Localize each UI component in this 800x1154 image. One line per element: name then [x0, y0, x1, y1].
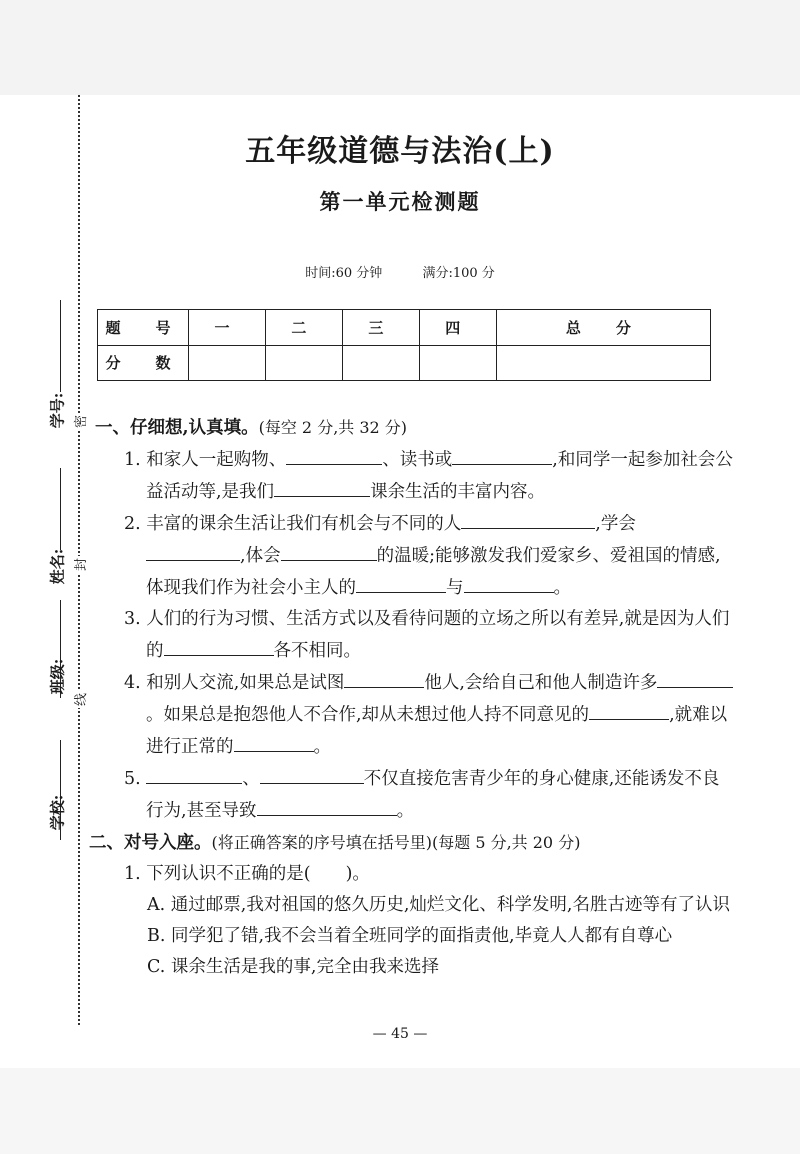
score-table-cell: 四 [419, 310, 496, 346]
text: 3. 人们的行为习惯、生活方式以及看待问题的立场之所以有差异,就是因为人们的 [124, 609, 730, 661]
text: 不仅直接危害青少年的身心健康,还能诱发不良行为,甚至导致 [146, 769, 720, 821]
answer-blank[interactable] [657, 667, 733, 688]
text: ,就难以进行正常的 [146, 705, 728, 757]
section-2-title: 二、对号入座。 [89, 833, 212, 853]
section-2-note: (将正确答案的序号填在括号里)(每题 5 分,共 20 分) [211, 833, 581, 852]
time-limit: 时间:60 分钟 [305, 266, 383, 281]
text: 5. [124, 769, 147, 789]
text: 。 [396, 801, 415, 821]
option-a: A. 通过邮票,我对祖国的悠久历史,灿烂文化、科学发明,名胜古迹等有了认识 [147, 895, 730, 915]
exam-content [89, 412, 735, 983]
answer-blank[interactable] [274, 476, 370, 497]
score-input-cell[interactable] [419, 345, 496, 381]
student-id-line [60, 300, 61, 392]
score-table-score-row [98, 345, 711, 381]
section-2-heading [89, 827, 735, 859]
answer-blank[interactable] [344, 667, 424, 688]
question-2-1: 1. 下列认识不正确的是( )。 [124, 864, 370, 884]
text: 。如果总是抱怨他人不合作,却从未想过他人持不同意见的 [146, 705, 590, 725]
question-1-3 [95, 604, 735, 667]
answer-blank[interactable] [461, 508, 595, 529]
score-table-cell: 分 数 [98, 345, 189, 381]
score-table-cell: 二 [265, 310, 342, 346]
seal-word-feng: 封 [70, 556, 89, 573]
school-label: 学校: [48, 794, 67, 831]
full-score: 满分:100 分 [422, 266, 495, 281]
page-number: — 45 — [372, 1026, 428, 1042]
text: 他人,会给自己和他人制造许多 [424, 673, 658, 693]
text: 2. 丰富的课余生活让我们有机会与不同的人 [124, 514, 462, 534]
score-table-header-row [98, 310, 711, 346]
question-1-5 [95, 763, 735, 827]
question-1-2 [95, 508, 735, 604]
answer-blank[interactable] [164, 635, 274, 656]
answer-blank[interactable] [356, 572, 446, 593]
exam-meta [0, 262, 800, 281]
answer-blank[interactable] [234, 731, 314, 752]
answer-blank[interactable] [260, 763, 364, 784]
score-table [97, 309, 711, 381]
answer-blank[interactable] [257, 795, 397, 816]
text: 、读书或 [382, 450, 453, 470]
top-margin-band [0, 0, 800, 95]
student-id-label: 学号: [48, 392, 67, 429]
section-1-title: 一、仔细想,认真填。 [95, 418, 259, 438]
seal-word-mi: 密 [70, 413, 89, 430]
text: 1. 和家人一起购物、 [124, 450, 287, 470]
score-table-cell: 题 号 [98, 310, 189, 346]
name-label: 姓名: [48, 548, 67, 585]
answer-blank[interactable] [464, 572, 554, 593]
answer-blank[interactable] [146, 763, 242, 784]
score-input-cell[interactable] [189, 345, 266, 381]
text: 的温暖;能够激发我们爱家乡、爱祖国的情感,体现我们作为社会小主人的 [146, 546, 721, 598]
section-1-note: (每空 2 分,共 32 分) [258, 418, 408, 437]
text: 。 [553, 578, 571, 598]
score-table-cell: 一 [189, 310, 266, 346]
question-1-4 [95, 667, 735, 763]
answer-blank[interactable] [146, 540, 240, 561]
answer-blank[interactable] [286, 444, 382, 465]
score-input-cell[interactable] [496, 345, 710, 381]
section-1-heading [95, 412, 735, 444]
answer-blank[interactable] [281, 540, 377, 561]
text: 与 [446, 578, 464, 598]
score-input-cell[interactable] [342, 345, 419, 381]
score-input-cell[interactable] [265, 345, 342, 381]
text: 、 [242, 769, 260, 789]
text: 4. 和别人交流,如果总是试图 [124, 673, 345, 693]
name-line [60, 468, 61, 550]
text: 。 [313, 737, 331, 757]
page-subtitle: 第一单元检测题 [319, 189, 481, 214]
question-1-1 [95, 444, 735, 508]
score-table-cell: 总 分 [496, 310, 710, 346]
bottom-margin-band [0, 1068, 800, 1154]
page-title: 五年级道德与法治(上) [245, 134, 555, 169]
option-b: B. 同学犯了错,我不会当着全班同学的面指责他,毕竟人人都有自尊心 [147, 926, 673, 946]
answer-blank[interactable] [589, 699, 669, 720]
text: 各不相同。 [273, 641, 361, 661]
seal-word-xian: 线 [70, 691, 89, 708]
score-table-cell: 三 [342, 310, 419, 346]
text: ,和同学一起参加社会公益活动等,是我们 [146, 450, 733, 502]
class-label: 班级: [48, 658, 67, 695]
text: 课余生活的丰富内容。 [370, 482, 546, 502]
answer-blank[interactable] [452, 444, 552, 465]
text: ,体会 [240, 546, 281, 566]
option-c: C. 课余生活是我的事,完全由我来选择 [147, 957, 439, 977]
text: ,学会 [595, 514, 636, 534]
